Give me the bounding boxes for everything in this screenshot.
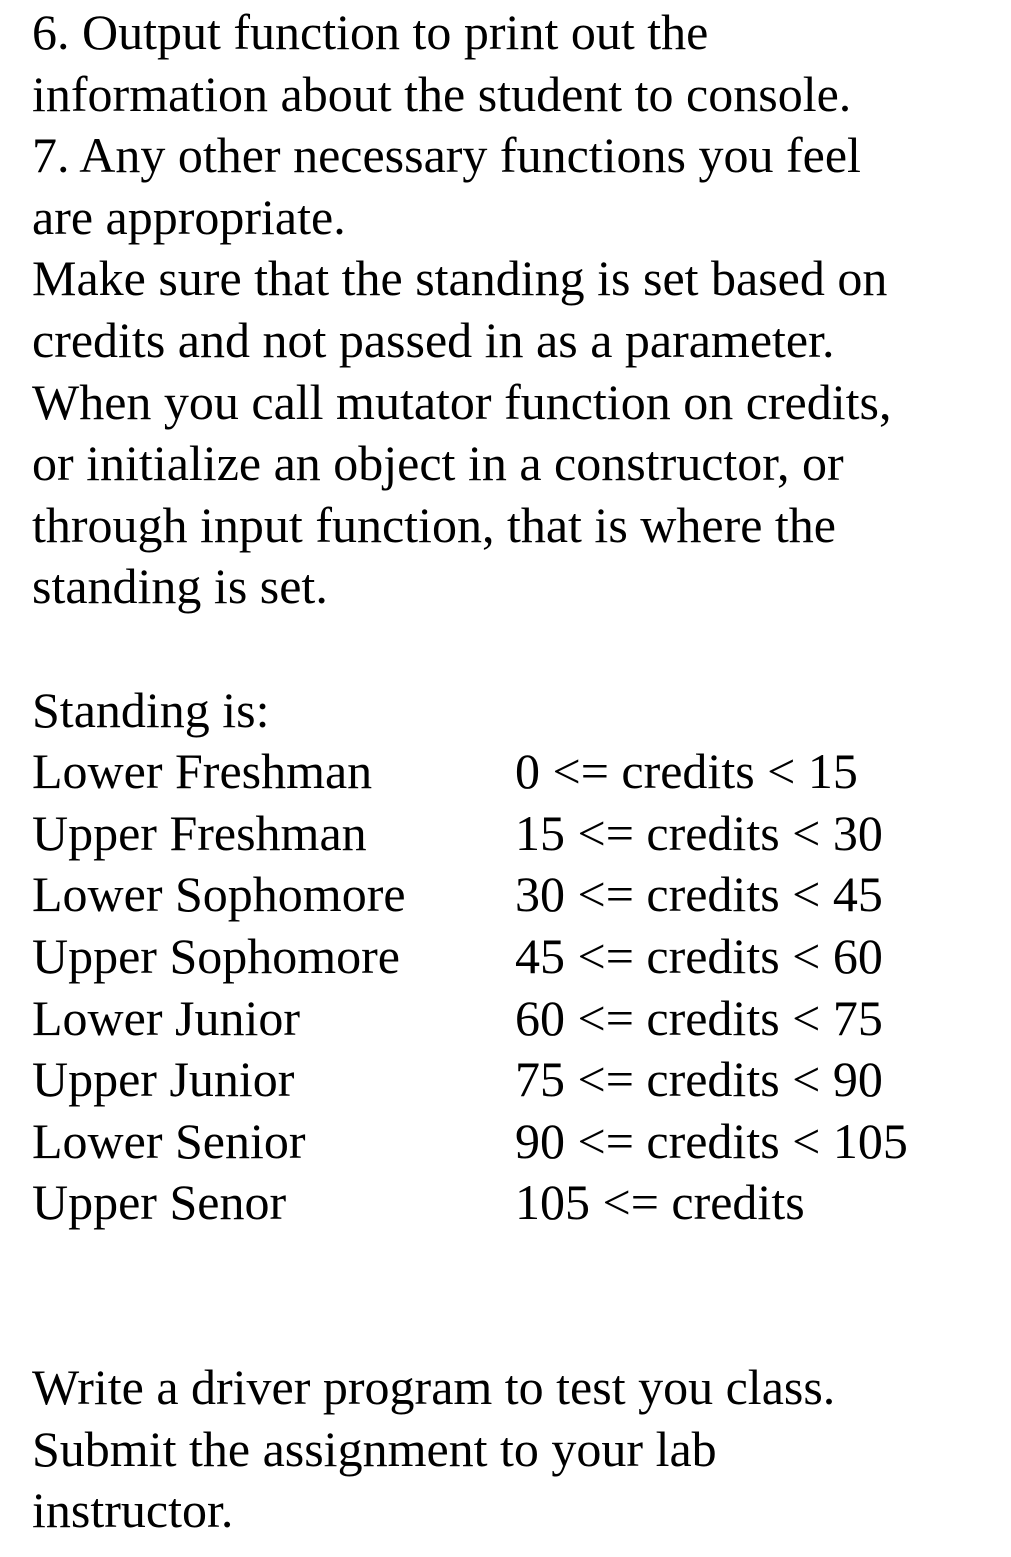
standing-table (32, 680, 1002, 1234)
standing-name: Lower Sophomore (32, 866, 406, 923)
credit-range: 75 <= credits < 90 (515, 1051, 883, 1108)
text-line: Make sure that the standing is set based on (32, 250, 888, 307)
standing-name: Upper Freshman (32, 804, 367, 861)
credit-range: 30 <= credits < 45 (515, 866, 883, 923)
credit-range: 105 <= credits (515, 1174, 805, 1231)
text-line: Write a driver program to test you class. (32, 1359, 836, 1416)
standing-name: Upper Senor (32, 1174, 287, 1231)
standing-row (32, 1111, 1002, 1173)
requirement-item-6 (32, 2, 1002, 125)
assignment-document (32, 2, 1002, 1542)
standing-name: Lower Freshman (32, 743, 373, 800)
text-line: instructor. (32, 1482, 234, 1539)
requirement-item-7 (32, 125, 1002, 248)
spacer (32, 1234, 1002, 1296)
standing-row (32, 1049, 1002, 1111)
text-line: or initialize an object in a constructor, or (32, 435, 844, 492)
text-line: When you call mutator function on credits, (32, 373, 892, 430)
closing-instructions (32, 1357, 1002, 1542)
standing-name: Lower Senior (32, 1112, 306, 1169)
text-line: through input function, that is where the (32, 496, 837, 553)
text-line: 7. Any other necessary functions you feel (32, 127, 861, 184)
text-line: standing is set. (32, 558, 328, 615)
spacer (32, 618, 1002, 680)
credit-range: 90 <= credits < 105 (515, 1112, 908, 1169)
standing-row (32, 864, 1002, 926)
standing-row (32, 741, 1002, 803)
standing-row (32, 1172, 1002, 1234)
standing-row (32, 803, 1002, 865)
standing-name: Lower Junior (32, 989, 300, 1046)
spacer (32, 1295, 1002, 1357)
standing-row (32, 988, 1002, 1050)
standing-name: Upper Junior (32, 1051, 295, 1108)
text-line: are appropriate. (32, 188, 346, 245)
standing-name: Upper Sophomore (32, 927, 400, 984)
standing-rule-paragraph (32, 248, 1002, 618)
text-line: credits and not passed in as a parameter. (32, 311, 835, 368)
standing-row (32, 926, 1002, 988)
credit-range: 60 <= credits < 75 (515, 989, 883, 1046)
text-line: Submit the assignment to your lab (32, 1420, 717, 1477)
text-line: 6. Output function to print out the (32, 4, 709, 60)
text-line: information about the student to console. (32, 65, 852, 122)
credit-range: 15 <= credits < 30 (515, 804, 883, 861)
credit-range: 0 <= credits < 15 (515, 743, 858, 800)
standing-table-heading: Standing is: (32, 681, 270, 738)
credit-range: 45 <= credits < 60 (515, 927, 883, 984)
